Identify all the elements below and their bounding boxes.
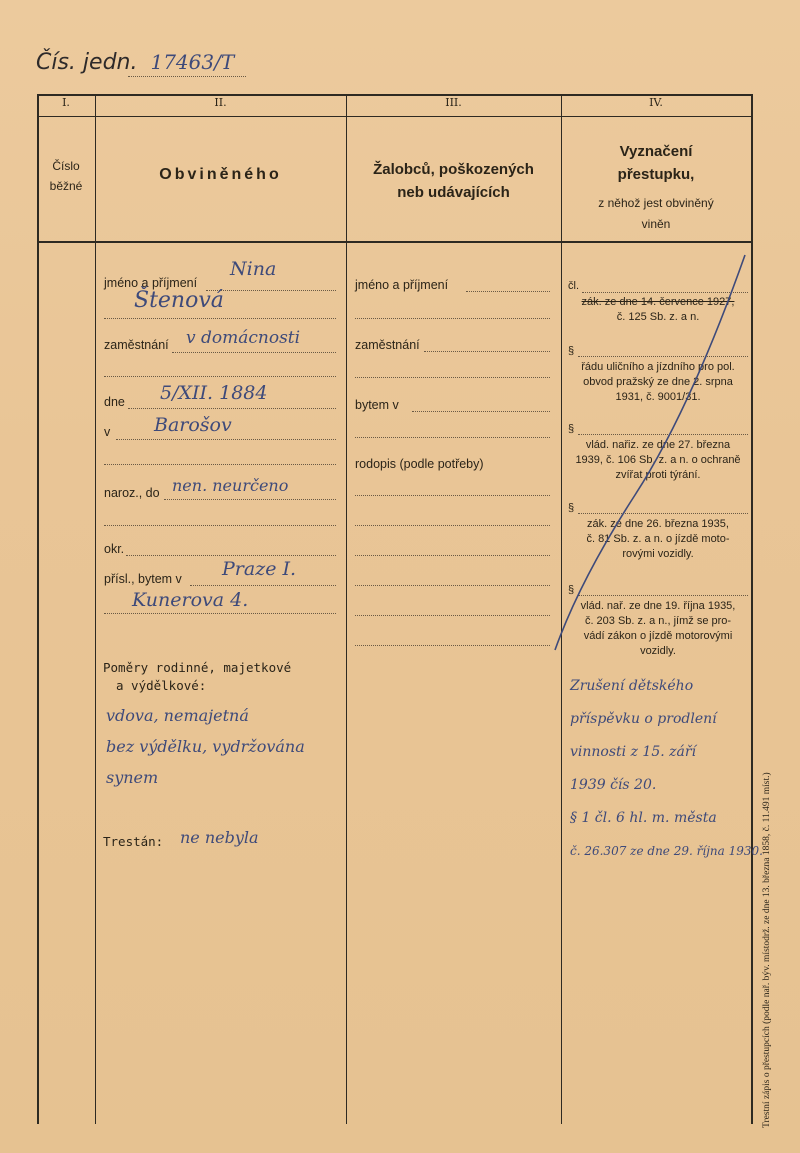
dotted-line [104, 525, 336, 526]
accused-occupation-label: zaměstnání [104, 338, 169, 352]
dotted-line [355, 437, 550, 438]
dotted-line [412, 411, 550, 412]
accused-occupation: v domácnosti [186, 328, 301, 348]
dotted-line [355, 377, 550, 378]
circumstances-label-line2: a výdělkové: [116, 678, 207, 693]
dotted-line [355, 525, 550, 526]
column-divider-1 [95, 94, 96, 1124]
dotted-line [126, 555, 336, 556]
column-4-heading [561, 140, 751, 186]
circumstances-label-line1: Poměry rodinné, majetkové [103, 660, 292, 675]
column-numeral-2: II. [214, 96, 227, 109]
column-divider-2 [346, 94, 347, 1124]
plaintiff-residence-label: bytem v [355, 398, 399, 412]
dotted-line [104, 613, 336, 614]
offense-hw-line-6: č. 26.307 ze dne 29. října 1930. [570, 844, 763, 858]
law-5-section-mark: § [568, 584, 575, 596]
numeral-row-divider [37, 116, 752, 117]
accused-street: Kunerova 4. [132, 589, 249, 611]
law-5-line-2: č. 203 Sb. z. a n., jímž se pro- [584, 615, 732, 627]
strike-through-slash [540, 250, 760, 670]
offense-hw-line-2: příspěvku o prodlení [570, 711, 717, 727]
accused-district-label: okr. [104, 542, 125, 556]
offense-handwritten [570, 670, 763, 868]
dotted-line [424, 351, 550, 352]
circumstances-label [103, 659, 291, 695]
punished-value: ne nebyla [180, 828, 259, 847]
column-2-heading: Obviněného [159, 166, 282, 183]
law-5-line-4: vozidly. [640, 645, 676, 657]
dotted-line [104, 318, 336, 319]
dotted-line [355, 495, 550, 496]
circumstances-handwritten [106, 700, 305, 793]
accused-residence: Praze I. [222, 558, 297, 580]
accused-place-label: v [104, 425, 111, 439]
column-4-subheading-line2: viněn [641, 217, 671, 231]
offense-hw-line-3: vinnosti z 15. září [570, 744, 697, 760]
column-3-heading-line2: neb udávajících [397, 184, 510, 201]
reference-underline [128, 76, 246, 77]
punished-label: Trestán: [103, 834, 164, 849]
law-5-line-3: vádí zákon o jízdě motorovými [583, 630, 733, 642]
law-1-line-2: č. 125 Sb. z. a n. [616, 311, 700, 323]
column-3-heading [346, 158, 561, 204]
dotted-line [355, 585, 550, 586]
dotted-line [104, 376, 336, 377]
dotted-line [355, 645, 550, 646]
dotted-line [355, 555, 550, 556]
reference-value: 17463/T [150, 50, 235, 74]
accused-place: Barošov [154, 414, 232, 436]
law-2-line-2: obvod pražský ze dne 2. srpna [583, 376, 733, 388]
law-1-line-1: zák. ze dne 14. července 1927, [581, 296, 735, 308]
circumstances-line-3: synem [106, 768, 159, 787]
accused-name-label: jméno a příjmení [104, 276, 198, 290]
accused-last-name: Štenová [134, 288, 224, 313]
column-numeral-4: IV. [649, 96, 663, 109]
dotted-line [104, 464, 336, 465]
header-row-divider [37, 241, 752, 243]
accused-date: 5/XII. 1884 [160, 382, 268, 404]
column-1-heading [37, 156, 95, 196]
column-numeral-1: I. [62, 96, 70, 109]
law-4-line-2: č. 81 Sb. z. a n. o jízdě moto- [586, 533, 730, 545]
column-1-heading-line1: Číslo [52, 159, 80, 173]
accused-residence-label: přísl., bytem v [104, 572, 182, 586]
law-4-line-3: rovými vozidly. [622, 548, 694, 560]
reference-number [36, 50, 234, 75]
law-3-section-mark: § [568, 423, 575, 435]
accused-born-label: naroz., do [104, 486, 160, 500]
dotted-line [164, 499, 336, 500]
dotted-line [172, 352, 336, 353]
left-border [37, 94, 39, 1124]
law-2-line-3: 1931, č. 9001/31. [615, 391, 701, 403]
law-2-section-mark: § [568, 345, 575, 357]
dotted-line [355, 615, 550, 616]
side-note: Trestní zápis o přestupcích (podle nař. býv. místodrž. ze dne 13. března 1858, č. 11.491 míst.) [762, 772, 772, 1128]
offense-article-label: čl. [568, 280, 579, 292]
law-3-line-2: 1939, č. 106 Sb. z. a n. o ochraně [575, 454, 741, 466]
dotted-line [466, 291, 550, 292]
offense-hw-line-4: 1939 čís 20. [570, 777, 657, 793]
law-5-line-1: vlád. nař. ze dne 19. října 1935, [580, 600, 736, 612]
column-4-subheading [561, 193, 751, 235]
circumstances-line-1: vdova, nemajetná [106, 706, 249, 725]
law-4-section-mark: § [568, 502, 575, 514]
dotted-line [355, 318, 550, 319]
column-4-heading-line1: Vyznačení [619, 143, 693, 160]
dotted-line [190, 585, 336, 586]
accused-born: nen. neurčeno [172, 476, 289, 495]
law-2-line-1: řádu uličního a jízdního pro pol. [581, 361, 735, 373]
plaintiff-occupation-label: zaměstnání [355, 338, 420, 352]
plaintiff-name-label: jméno a příjmení [355, 278, 449, 292]
offense-hw-line-1: Zrušení dětského [570, 678, 694, 694]
column-4-heading-line2: přestupku, [617, 166, 695, 183]
law-3-line-1: vlád. nařiz. ze dne 27. března [585, 439, 731, 451]
dotted-line [116, 439, 336, 440]
column-3-heading-line1: Žalobců, poškozených [373, 161, 534, 178]
dotted-line [128, 408, 336, 409]
accused-first-name: Nina [230, 258, 277, 280]
law-4-line-1: zák. ze dne 26. března 1935, [587, 518, 729, 530]
offense-hw-line-5: § 1 čl. 6 hl. m. města [570, 810, 717, 826]
column-4-subheading-line1: z něhož jest obviněný [598, 196, 714, 210]
accused-date-label: dne [104, 395, 125, 409]
column-1-heading-line2: běžné [49, 179, 83, 193]
law-3-line-3: zvířat proti týrání. [615, 469, 701, 481]
circumstances-line-2: bez výdělku, vydržována [106, 737, 305, 756]
reference-label: Čís. jedn. [36, 50, 138, 75]
dotted-line [206, 290, 336, 291]
column-numeral-3: III. [445, 96, 462, 109]
plaintiff-description-label: rodopis (podle potřeby) [355, 457, 484, 471]
